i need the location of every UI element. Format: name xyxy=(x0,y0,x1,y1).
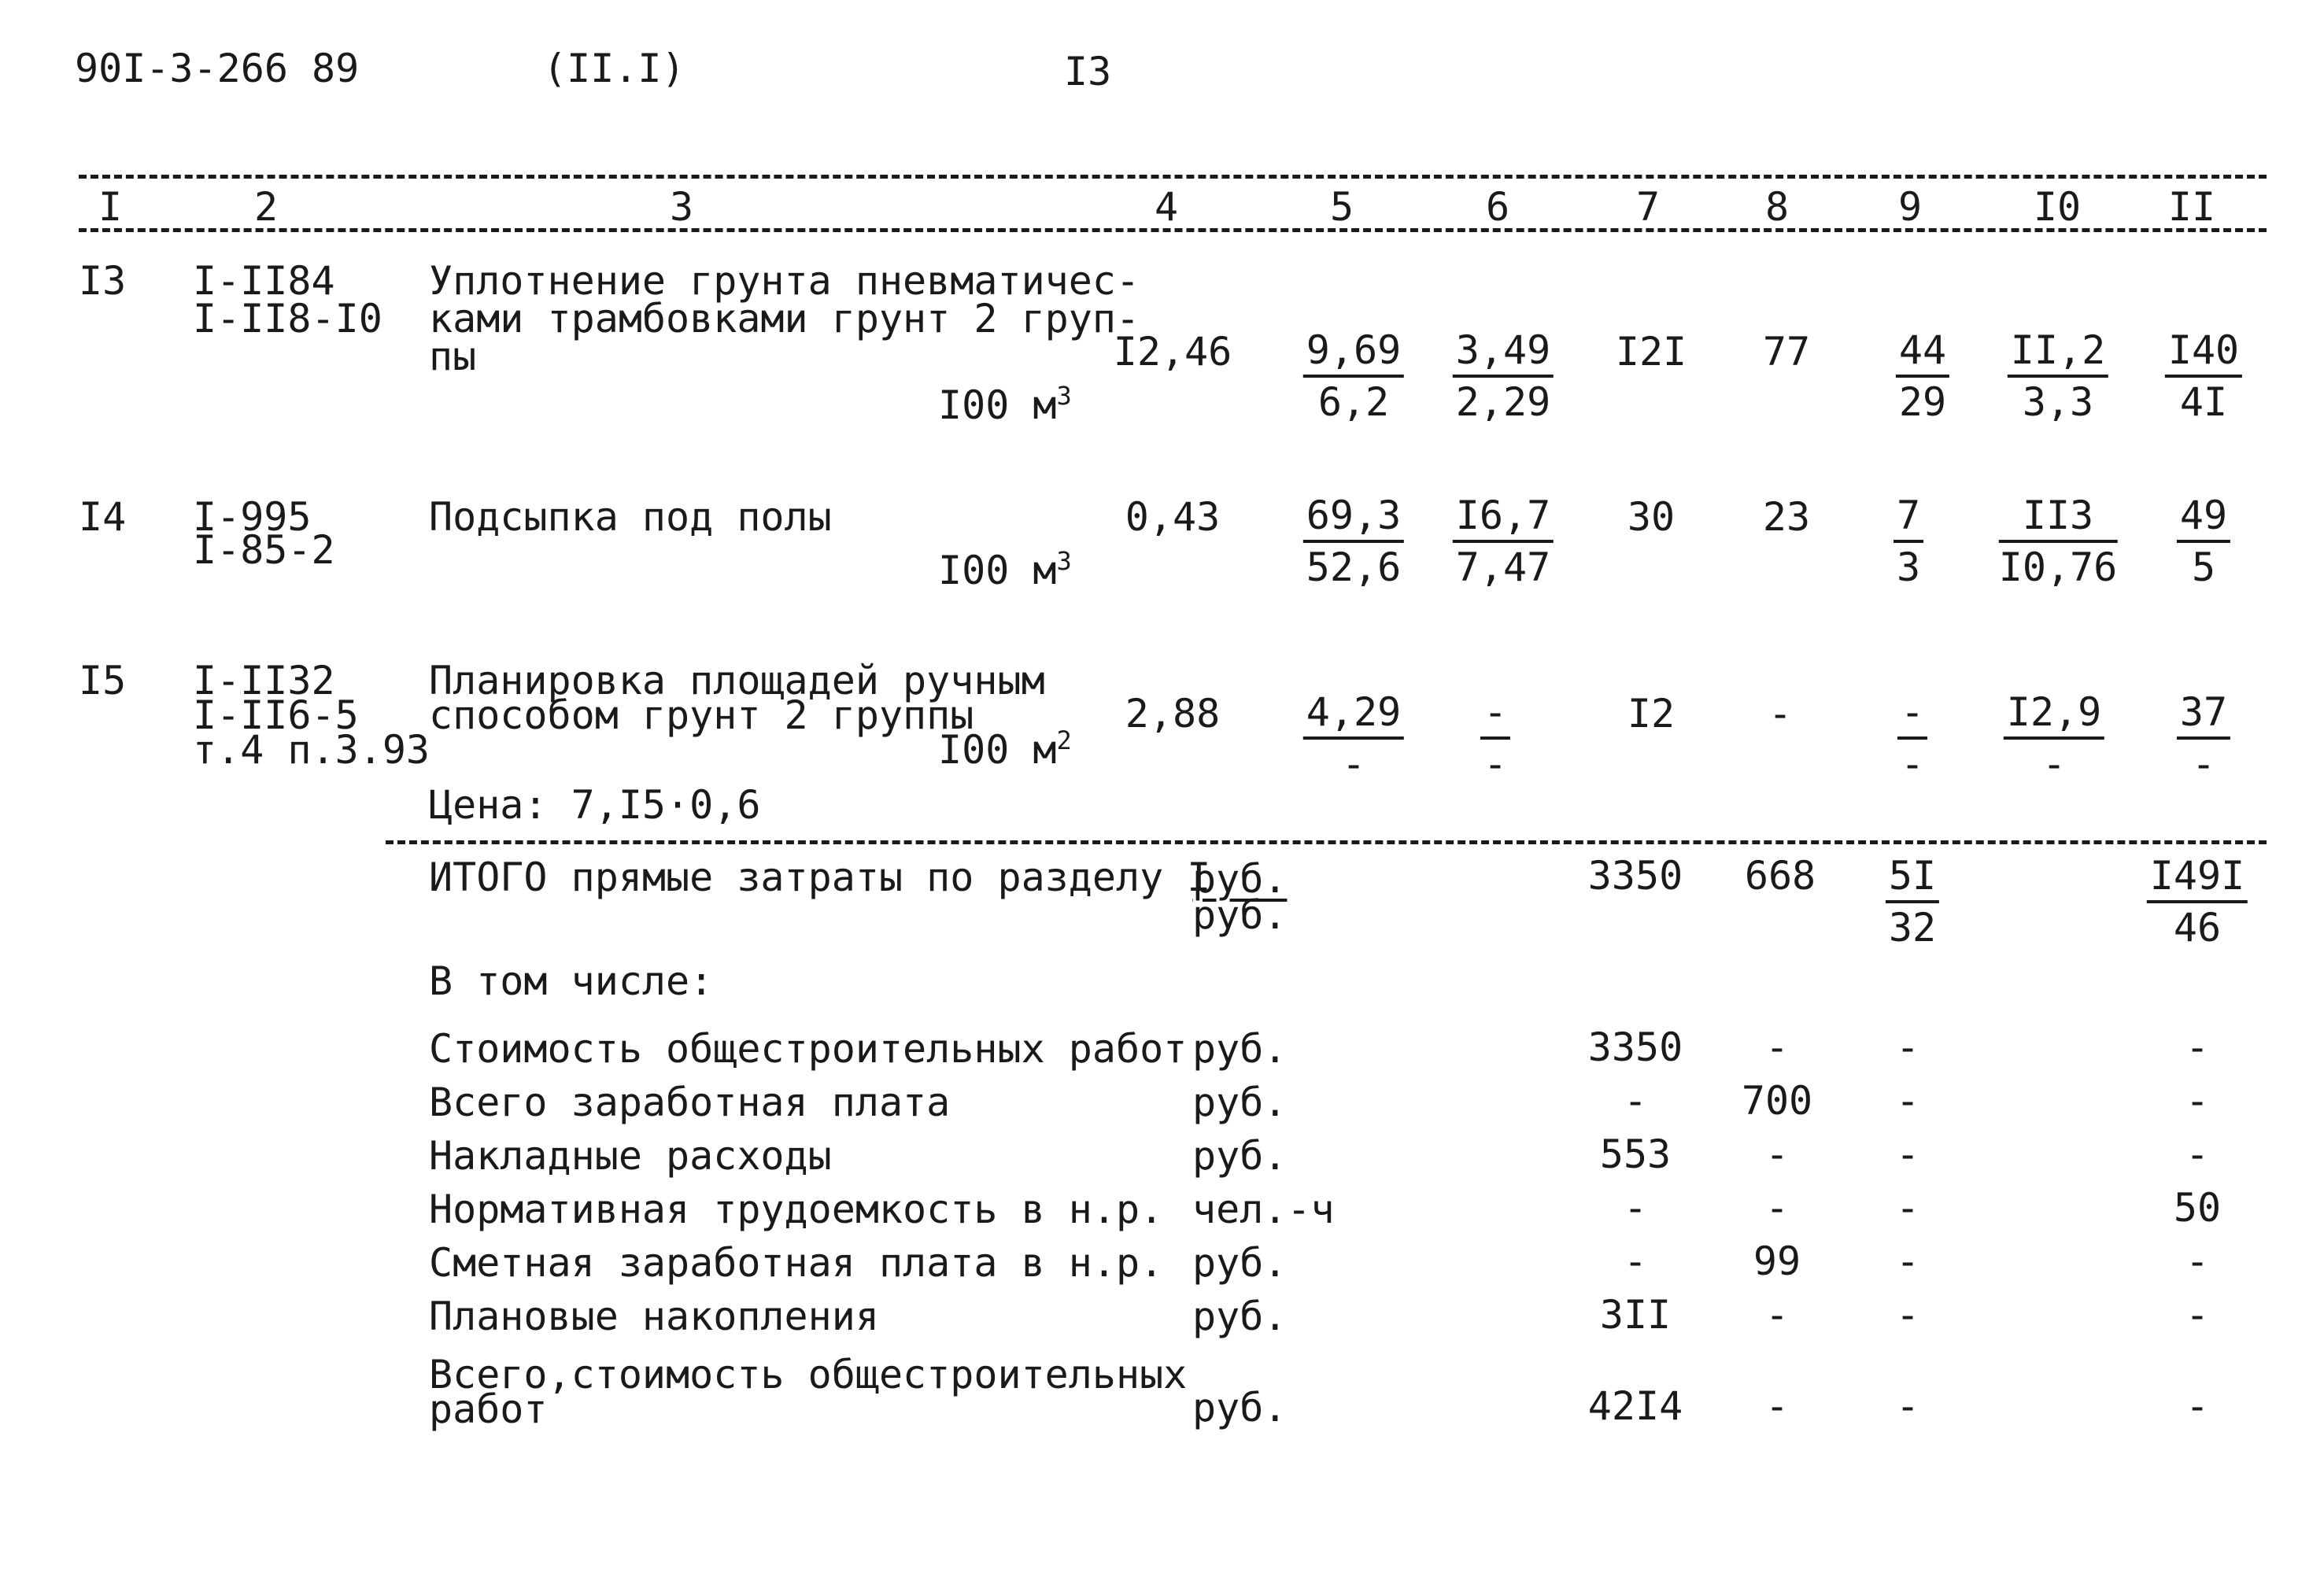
column-header-6: 6 xyxy=(1485,184,1510,230)
column-header-8: 8 xyxy=(1764,184,1790,230)
grand-total-label: Всего,стоимость общестроительных xyxy=(429,1352,1188,1397)
breakdown-labor: - xyxy=(2185,1239,2210,1284)
unit-wage-fraction: $\frac{3,49}{2,29}$ xyxy=(1453,330,1554,422)
section-number: (II.I) xyxy=(543,46,685,91)
column-header-7: 7 xyxy=(1635,184,1661,230)
unit-of-measure: I00 $м^3$ xyxy=(938,381,1072,428)
row-number: I5 xyxy=(79,658,127,703)
breakdown-label: Нормативная трудоемкость в н.р. xyxy=(429,1187,1164,1232)
header-top-rule xyxy=(79,175,2267,179)
breakdown-unit: чел.-ч xyxy=(1192,1187,1335,1232)
totals-wage: 668 xyxy=(1744,853,1816,899)
unit-of-measure: I00 $м^2$ xyxy=(938,725,1072,773)
totals-rule xyxy=(386,840,2267,844)
breakdown-wage: - xyxy=(1764,1185,1790,1231)
quantity: I2,46 xyxy=(1113,329,1232,375)
breakdown-labor: - xyxy=(2185,1024,2210,1070)
grand-total-unit: руб. xyxy=(1192,1385,1288,1430)
page-number: I3 xyxy=(1064,49,1112,94)
labor-unit-fraction: I2,9 - xyxy=(2004,692,2104,784)
work-description: способом грунт 2 группы xyxy=(429,692,974,738)
machine-cost-fraction: - - xyxy=(1897,692,1927,784)
column-header-1: I xyxy=(98,184,123,230)
norm-code: I-II84 xyxy=(193,258,335,304)
breakdown-unit: руб. xyxy=(1192,1294,1288,1339)
machine-cost-fraction: $\frac{7}{3}$ xyxy=(1894,496,1923,587)
quantity: 2,88 xyxy=(1125,691,1221,736)
machine-cost-fraction: $\frac{44}{29}$ xyxy=(1896,330,1949,422)
totals-cost: 3350 xyxy=(1587,853,1683,899)
labor-total-fraction: 37 - xyxy=(2177,692,2230,784)
column-header-9: 9 xyxy=(1897,184,1923,230)
breakdown-labor: - xyxy=(2185,1078,2210,1124)
column-header-4: 4 xyxy=(1154,184,1179,230)
breakdown-machine: - xyxy=(1895,1024,1920,1070)
breakdown-wage: - xyxy=(1764,1292,1790,1338)
column-header-11: II xyxy=(2167,184,2216,230)
breakdown-wage: 700 xyxy=(1741,1078,1813,1124)
totals-unit: руб. xyxy=(1192,856,1288,902)
unit-cost-fraction: 4,29 - xyxy=(1303,692,1404,784)
total-wage: 23 xyxy=(1762,494,1811,540)
totals-label: ИТОГО прямые затраты по разделу I xyxy=(429,855,1211,900)
row-number: I3 xyxy=(79,258,127,304)
column-header-3: 3 xyxy=(669,184,694,230)
labor-total-fraction: $\frac{I40}{4I}$ xyxy=(2165,330,2242,422)
totals-unit: руб. xyxy=(1192,892,1288,938)
total-cost: 30 xyxy=(1627,494,1676,540)
work-description: Уплотнение грунта пневматичес- xyxy=(429,258,1140,304)
work-description: ками трамбовками грунт 2 груп- xyxy=(429,296,1140,341)
unit-wage-fraction: - - xyxy=(1480,692,1510,784)
document-code: 90I-3-266 89 xyxy=(75,46,360,91)
breakdown-cost: 553 xyxy=(1599,1131,1672,1177)
breakdown-wage: 99 xyxy=(1753,1239,1801,1284)
breakdown-label: Всего заработная плата xyxy=(429,1080,951,1125)
breakdown-unit: руб. xyxy=(1192,1240,1288,1286)
total-cost: I2 xyxy=(1627,691,1676,736)
labor-unit-fraction: $\frac{II,2}{3,3}$ xyxy=(2008,330,2108,422)
breakdown-unit: руб. xyxy=(1192,1133,1288,1179)
price-formula: Цена: 7,I5·0,6 xyxy=(429,782,761,828)
header-bottom-rule xyxy=(79,228,2267,232)
breakdown-cost: - xyxy=(1623,1185,1648,1231)
column-header-10: I0 xyxy=(2033,184,2082,230)
breakdown-cost: - xyxy=(1623,1239,1648,1284)
grand-total-wage: - xyxy=(1764,1383,1790,1429)
work-description: пы xyxy=(429,334,477,379)
breakdown-label: Плановые накопления xyxy=(429,1294,879,1339)
breakdown-cost: 3350 xyxy=(1587,1024,1683,1070)
breakdown-machine: - xyxy=(1895,1078,1920,1124)
breakdown-wage: - xyxy=(1764,1131,1790,1177)
totals-machine-fraction: $\frac{5I}{32}$ xyxy=(1886,856,1939,947)
norm-code: т.4 п.3.93 xyxy=(193,727,430,773)
quantity: 0,43 xyxy=(1125,494,1221,540)
norm-code: I-II32 xyxy=(193,658,335,703)
breakdown-unit: руб. xyxy=(1192,1080,1288,1125)
labor-unit-fraction: $\frac{II3}{I0,76}$ xyxy=(1998,493,2118,590)
breakdown-unit: руб. xyxy=(1192,1026,1288,1072)
unit-cost-fraction: $\frac{9,69}{6,2}$ xyxy=(1303,330,1404,422)
breakdown-label: Сметная заработная плата в н.р. xyxy=(429,1240,1164,1286)
breakdown-cost: - xyxy=(1623,1078,1648,1124)
row-number: I4 xyxy=(79,494,127,540)
breakdown-cost: 3II xyxy=(1599,1292,1672,1338)
grand-total-cost: 42I4 xyxy=(1587,1383,1683,1429)
labor-total-fraction: $\frac{49}{5}$ xyxy=(2177,496,2230,587)
breakdown-wage: - xyxy=(1764,1024,1790,1070)
unit-cost-fraction: $\frac{69,3}{52,6}$ xyxy=(1303,496,1404,587)
total-wage: - xyxy=(1768,691,1793,736)
norm-code: I-995 xyxy=(193,494,312,540)
breakdown-labor: - xyxy=(2185,1292,2210,1338)
norm-code: I-II6-5 xyxy=(193,692,359,738)
total-wage: 77 xyxy=(1762,329,1811,375)
unit-wage-fraction: $\frac{I6,7}{7,47}$ xyxy=(1453,496,1554,587)
column-header-2: 2 xyxy=(253,184,279,230)
work-description: Подсыпка под полы xyxy=(429,494,832,540)
breakdown-machine: - xyxy=(1895,1239,1920,1284)
breakdown-machine: - xyxy=(1895,1292,1920,1338)
breakdown-label: Накладные расходы xyxy=(429,1133,832,1179)
norm-code: I-85-2 xyxy=(193,527,335,573)
breakdown-labor: 50 xyxy=(2173,1185,2222,1231)
grand-total-labor: - xyxy=(2185,1383,2210,1429)
including-label: В том числе: xyxy=(429,958,714,1004)
grand-total-machine: - xyxy=(1895,1383,1920,1429)
grand-total-label: работ xyxy=(429,1386,548,1432)
norm-code: I-II8-I0 xyxy=(193,296,382,341)
breakdown-label: Стоимость общестроительных работ xyxy=(429,1026,1188,1072)
totals-labor-fraction: $\frac{I49I}{46}$ xyxy=(2147,856,2248,947)
total-cost: I2I xyxy=(1615,329,1687,375)
column-header-5: 5 xyxy=(1329,184,1354,230)
breakdown-labor: - xyxy=(2185,1131,2210,1177)
unit-of-measure: I00 $м^3$ xyxy=(938,546,1072,593)
breakdown-machine: - xyxy=(1895,1131,1920,1177)
breakdown-machine: - xyxy=(1895,1185,1920,1231)
work-description: Планировка площадей ручным xyxy=(429,658,1045,703)
